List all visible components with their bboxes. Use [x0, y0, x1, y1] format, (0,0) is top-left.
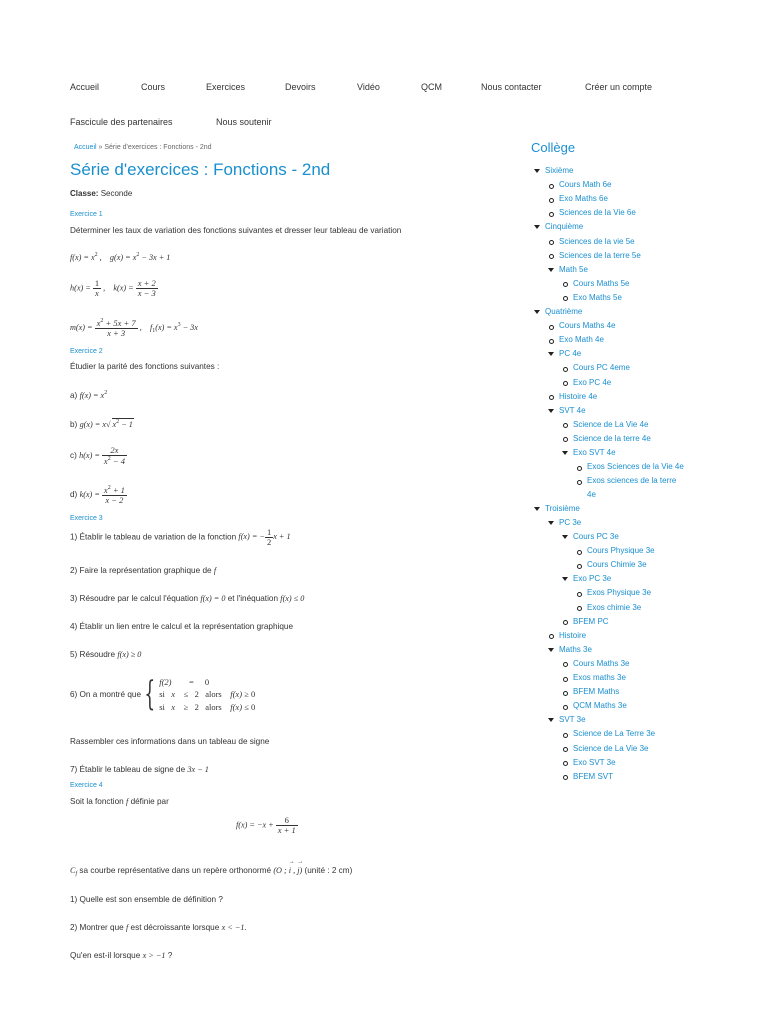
- nav-video[interactable]: Vidéo: [357, 82, 380, 92]
- sidebar-item-continued[interactable]: 4e: [587, 489, 596, 499]
- tree-expanded-arrow-icon[interactable]: [562, 451, 568, 455]
- ex4-intro-a: Soit la fonction: [70, 797, 124, 806]
- bullet-icon: [563, 775, 568, 780]
- tree-expanded-arrow-icon[interactable]: [548, 409, 554, 413]
- sidebar-item[interactable]: Cours Maths 5e: [573, 278, 630, 288]
- ex4-q3-text: Qu'en est-il lorsque: [70, 951, 141, 960]
- parity-d: d) k(x) = $\frac{x^2 + 1}{x - 2}$: [70, 485, 125, 505]
- sidebar: [531, 140, 751, 155]
- parity-a: a) $f(x) = x^2$: [70, 390, 108, 400]
- sidebar-item[interactable]: Cours PC 4eme: [573, 363, 630, 373]
- sidebar-item[interactable]: Exo Math 4e: [559, 335, 604, 345]
- sidebar-item[interactable]: Cours Chimie 3e: [587, 560, 647, 570]
- ex4-intro: Soit la fonction f définie par: [70, 797, 169, 806]
- sidebar-item[interactable]: Sixième: [545, 166, 574, 175]
- sidebar-item[interactable]: Science de La Vie 4e: [573, 419, 649, 429]
- exercise-1-label[interactable]: Exercice 1: [70, 211, 103, 218]
- ex3-q7-text: 7) Établir le tableau de signe de: [70, 765, 186, 774]
- ex4-q2-text-a: 2) Montrer que: [70, 923, 124, 932]
- sidebar-item[interactable]: Sciences de la Vie 6e: [559, 208, 636, 218]
- tree-expanded-arrow-icon[interactable]: [534, 225, 540, 229]
- ex4-q1: 1) Quelle est son ensemble de définition ?: [70, 895, 223, 904]
- sidebar-item[interactable]: Troisième: [545, 503, 580, 513]
- sidebar-item[interactable]: Science de La Terre 3e: [573, 729, 656, 739]
- bullet-icon: [549, 254, 554, 259]
- bullet-icon: [549, 395, 554, 400]
- formula-h-k: h(x) = $\frac{1}{x}$ , k(x) = $\frac{x + 2}{x - 3}$: [70, 278, 156, 298]
- sidebar-item[interactable]: Cours Maths 3e: [573, 658, 630, 668]
- sidebar-item[interactable]: Cours Maths 4e: [559, 321, 616, 331]
- nav-qcm[interactable]: QCM: [421, 82, 442, 92]
- exercise-3-label[interactable]: Exercice 3: [70, 515, 103, 522]
- tree-expanded-arrow-icon[interactable]: [548, 352, 554, 356]
- sidebar-item[interactable]: Histoire 4e: [559, 391, 598, 401]
- sidebar-item[interactable]: Quatrième: [545, 307, 583, 316]
- nav-accueil[interactable]: Accueil: [70, 82, 100, 92]
- sidebar-item[interactable]: Sciences de la terre 5e: [559, 250, 641, 260]
- exercise-4-label[interactable]: Exercice 4: [70, 782, 103, 789]
- ex3-q1: 1) Établir le tableau de variation de la fonction f(x) = − $\frac{1}{2}$ x + 1: [70, 527, 291, 547]
- sidebar-item[interactable]: Exos Sciences de la Vie 4e: [587, 462, 684, 472]
- nav-cours[interactable]: Cours: [141, 82, 166, 92]
- sidebar-item[interactable]: Sciences de la vie 5e: [559, 236, 635, 246]
- ex3-q6-text: 6) On a montré que: [70, 689, 141, 699]
- breadcrumb-separator: »: [96, 144, 105, 151]
- sidebar-item[interactable]: Cours PC 3e: [573, 532, 619, 541]
- nav-exercices[interactable]: Exercices: [206, 82, 246, 92]
- tree-expanded-arrow-icon[interactable]: [548, 268, 554, 272]
- sidebar-item[interactable]: Exos Physique 3e: [587, 588, 652, 598]
- sidebar-item[interactable]: Exo PC 3e: [573, 574, 612, 584]
- bullet-icon: [549, 339, 554, 344]
- bullet-icon: [549, 198, 554, 203]
- sidebar-item[interactable]: Science de la terre 4e: [573, 433, 651, 443]
- ex4-curve-text: sa courbe représentative dans un repère orthonormé: [79, 866, 272, 875]
- sidebar-item[interactable]: Science de La Vie 3e: [573, 743, 649, 753]
- tree-expanded-arrow-icon[interactable]: [548, 718, 554, 722]
- nav-contact[interactable]: Nous contacter: [481, 82, 542, 92]
- bullet-icon: [563, 282, 568, 287]
- nav-register[interactable]: Créer un compte: [585, 82, 653, 92]
- ex3-q5: 5) Résoudre f(x) ≥ 0: [70, 650, 142, 659]
- bullet-icon: [563, 677, 568, 682]
- bullet-icon: [577, 466, 582, 471]
- bullet-icon: [563, 296, 568, 301]
- exercise-2-text: Étudier la parité des fonctions suivantes :: [70, 362, 220, 371]
- sidebar-item[interactable]: Exo PC 4e: [573, 377, 612, 387]
- sidebar-item[interactable]: Cours Physique 3e: [587, 546, 655, 556]
- bullet-icon: [563, 381, 568, 386]
- ex3-q3: 3) Résoudre par le calcul l'équation f(x) = 0 et l'inéquation f(x) ≤ 0: [70, 594, 305, 603]
- sidebar-item[interactable]: PC 3e: [559, 517, 582, 527]
- ex3-q2: 2) Faire la représentation graphique de f: [70, 566, 217, 575]
- sidebar-item[interactable]: BFEM PC: [573, 616, 609, 626]
- sidebar-item[interactable]: Histoire: [559, 630, 587, 640]
- sidebar-item[interactable]: Exo Maths 6e: [559, 194, 608, 204]
- sidebar-item[interactable]: SVT 4e: [559, 405, 586, 415]
- classe-value: Seconde: [98, 189, 133, 198]
- bullet-icon: [577, 606, 582, 611]
- page-title: Série d'exercices : Fonctions - 2nd: [70, 160, 331, 179]
- parity-c: c) h(x) = $\frac{2x}{x^2 - 4}$: [70, 445, 125, 466]
- formula-m-f1: m(x) = $\frac{x^2 + 5x + 7}{x + 3}$ , $f_1(x) = x^3 - 3x$: [70, 318, 198, 338]
- tree-expanded-arrow-icon[interactable]: [548, 648, 554, 652]
- bullet-icon: [563, 705, 568, 710]
- sidebar-item[interactable]: Exos maths 3e: [573, 673, 626, 682]
- breadcrumb-current: Série d'exercices : Fonctions - 2nd: [104, 144, 212, 151]
- bullet-icon: [577, 550, 582, 555]
- ex3-q4: 4) Établir un lien entre le calcul et la représentation graphique: [70, 622, 294, 631]
- sidebar-item[interactable]: Cinquième: [545, 222, 584, 232]
- bullet-icon: [563, 423, 568, 428]
- ex3-q5-text: 5) Résoudre: [70, 650, 116, 659]
- sidebar-item[interactable]: PC 4e: [559, 349, 582, 359]
- nav-devoirs[interactable]: Devoirs: [285, 82, 316, 92]
- ex4-curve: $C_f$ sa courbe représentative dans un repère orthonormé (O ; i → , j → ) (unité : 2 cm): [70, 859, 353, 877]
- sidebar-item[interactable]: Cours Math 6e: [559, 180, 612, 190]
- sidebar-item[interactable]: Exos sciences de la terre: [587, 476, 677, 486]
- tree-expanded-arrow-icon[interactable]: [534, 169, 540, 173]
- sidebar-item[interactable]: SVT 3e: [559, 715, 586, 725]
- bullet-icon: [549, 184, 554, 189]
- formula-f-g: $f(x) = x^2$ , $g(x) = x^2 - 3x + 1$: [70, 252, 171, 262]
- bullet-icon: [563, 367, 568, 372]
- sidebar-item[interactable]: Exo Maths 5e: [573, 292, 622, 302]
- bullet-icon: [549, 634, 554, 639]
- exercise-body: [70, 0, 490, 1024]
- bullet-icon: [563, 437, 568, 442]
- classe-label: Classe:: [70, 189, 99, 198]
- exercise-1-text: Déterminer les taux de variation des fonctions suivantes et dresser leur tableau de variation: [70, 226, 402, 235]
- parity-b: b) g(x) = x√ $x^2 - 1$: [70, 419, 133, 429]
- ex4-formula: f(x) = −x + $\frac{6}{x + 1}$: [236, 815, 296, 835]
- bullet-icon: [563, 662, 568, 667]
- nav-support[interactable]: Nous soutenir: [216, 117, 272, 127]
- bullet-icon: [577, 480, 582, 485]
- ex3-q7: 7) Établir le tableau de signe de 3x − 1: [70, 765, 209, 774]
- ex3-q3-text-b: et l'inéquation: [227, 594, 279, 603]
- bullet-icon: [563, 761, 568, 766]
- ex3-q3-text-a: 3) Résoudre par le calcul l'équation: [70, 594, 199, 603]
- ex3-q6b: Rassembler ces informations dans un tableau de signe: [70, 737, 270, 746]
- tree-expanded-arrow-icon[interactable]: [534, 310, 540, 314]
- sidebar-item[interactable]: Exo SVT 3e: [573, 757, 616, 767]
- bullet-icon: [549, 212, 554, 217]
- exercise-2-label[interactable]: Exercice 2: [70, 348, 103, 355]
- sidebar-item[interactable]: QCM Maths 3e: [573, 701, 627, 711]
- ex4-intro-b: définie par: [130, 797, 169, 806]
- sidebar-item[interactable]: Exos chimie 3e: [587, 602, 642, 612]
- breadcrumb-home[interactable]: Accueil: [74, 144, 97, 151]
- sidebar-item[interactable]: Math 5e: [559, 264, 588, 274]
- ex4-q2-text-b: est décroissante lorsque: [130, 923, 220, 932]
- bullet-icon: [563, 733, 568, 738]
- bullet-icon: [577, 564, 582, 569]
- bullet-icon: [563, 747, 568, 752]
- sidebar-item[interactable]: Exo SVT 4e: [573, 448, 616, 457]
- ex4-q3: Qu'en est-il lorsque x > −1 ?: [70, 951, 173, 960]
- nav-partners[interactable]: Fascicule des partenaires: [70, 117, 173, 127]
- tree-expanded-arrow-icon[interactable]: [534, 507, 540, 511]
- tree-expanded-arrow-icon[interactable]: [548, 521, 554, 525]
- bullet-icon: [577, 592, 582, 597]
- bullet-icon: [563, 620, 568, 625]
- sidebar-item[interactable]: Maths 3e: [559, 644, 592, 654]
- sidebar-title: Collège: [531, 140, 576, 155]
- ex4-q2: 2) Montrer que f est décroissante lorsque x < −1.: [70, 923, 247, 932]
- bullet-icon: [549, 240, 554, 245]
- tree-expanded-arrow-icon[interactable]: [562, 535, 568, 539]
- ex3-q6: 6) On a montré que { f(2) = 0 si x ≤ 2 alors f(x) ≥ 0 si x ≥ 2 alors f(x) ≤ 0: [70, 674, 256, 715]
- bullet-icon: [563, 691, 568, 696]
- sidebar-item[interactable]: BFEM SVT: [573, 771, 614, 781]
- ex4-curve-unit: (unité : 2 cm): [304, 866, 353, 875]
- ex3-q2-text: 2) Faire la représentation graphique de: [70, 566, 212, 575]
- bullet-icon: [549, 325, 554, 330]
- tree-expanded-arrow-icon[interactable]: [562, 577, 568, 581]
- ex3-q1-text: 1) Établir le tableau de variation de la fonction: [70, 532, 237, 542]
- sidebar-item[interactable]: BFEM Maths: [573, 687, 620, 697]
